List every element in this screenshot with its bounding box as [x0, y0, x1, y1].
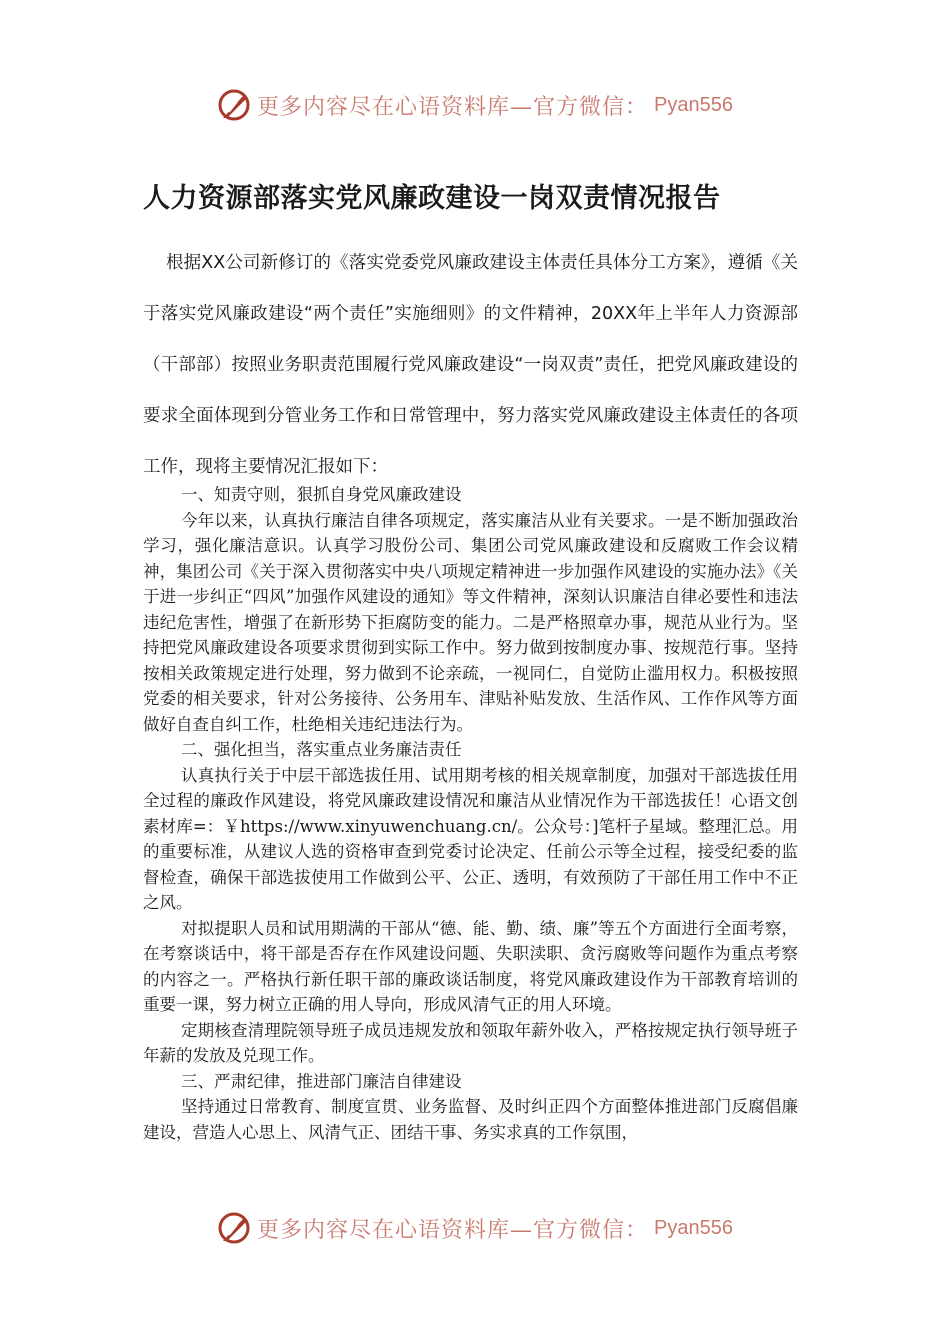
- header-watermark: [0, 80, 950, 130]
- section-heading-3: 三、严肃纪律，推进部门廉洁自律建设: [181, 1071, 462, 1091]
- footer-watermark: [0, 1203, 950, 1253]
- watermark-wechat-id: Pyan556: [654, 1216, 733, 1239]
- section-heading-2: 二、强化担当，落实重点业务廉洁责任: [181, 740, 462, 759]
- body-paragraph: 坚持通过日常教育、制度宣贯、业务监督、及时纠正四个方面整体推进部门反腐倡廉建设，营造人心思上、风清气正、团结干事、务实求真的工作氛围，: [143, 1097, 798, 1142]
- body-paragraph: 定期核查清理院领导班子成员违规发放和领取年薪外收入，严格按规定执行领导班子年薪的发放及兑现工作。: [143, 1020, 798, 1065]
- watermark-wechat-id: Pyan556: [654, 93, 733, 116]
- section-heading-1: 一、知责守则，狠抓自身党风廉政建设: [181, 485, 462, 504]
- body-paragraph: 对拟提职人员和试用期满的干部从“德、能、勤、绩、廉”等五个方面进行全面考察，在考察谈话中，将干部是否存在作风建设问题、失职渎职、贪污腐败等问题作为重点考察的内容之一。严格执行新任职干部的廉政谈话制度，将党风廉政建设作为干部教育培训的重要一课，努力树立正确的用人导向，形成风清气正的用人环境。: [143, 918, 798, 1014]
- intro-paragraph: 根据XX公司新修订的《落实党委党风廉政建设主体责任具体分工方案》，遵循《关于落实党风廉政建设“两个责任”实施细则》的文件精神，20XX年上半年人力资源部（干部部）按照业务职责范围履行党风廉政建设“一岗双责”责任，把党风廉政建设的要求全面体现到分管业务工作和日常管理中，努力落实党风廉政建设主体责任的各项工作，现将主要情况汇报如下：: [143, 253, 798, 477]
- report-body: [143, 482, 798, 1145]
- page-title: 人力资源部落实党风廉政建设一岗双责情况报告: [143, 183, 721, 214]
- watermark-text: 更多内容尽在心语资料库—官方微信：: [257, 94, 649, 120]
- body-paragraph: 今年以来，认真执行廉洁自律各项规定，落实廉洁从业有关要求。一是不断加强政治学习，强化廉洁意识。认真学习股份公司、集团公司党风廉政建设和反腐败工作会议精神，集团公司《关于深入贯彻落实中央八项规定精神进一步加强作风建设的实施办法》《关于进一步纠正“四风”加强作风建设的通知》等文件精神，深刻认识廉洁自律必要性和违法违纪危害性，增强了在新形势下拒腐防变的能力。二是严格照章办事，规范从业行为。坚持把党风廉政建设各项要求贯彻到实际工作中。努力做到按制度办事、按规范行事。坚持按相关政策规定进行处理，努力做到不论亲疏，一视同仁，自觉防止滥用权力。积极按照党委的相关要求，针对公务接待、公务用车、津贴补贴发放、生活作风、工作作风等方面做好自查自纠工作，杜绝相关违纪违法行为。: [143, 510, 798, 734]
- quill-logo-icon: [217, 1211, 251, 1245]
- body-paragraph: 认真执行关于中层干部选拔任用、试用期考核的相关规章制度，加强对干部选拔任用全过程的廉政作风建设，将党风廉政建设情况和廉洁从业情况作为干部选拔任！心语文创素材库=：￥https://www.xinyuwenchuang.cn/。公众号：]笔杆子星域。整理汇总。用的重要标准，从建议人选的资格审查到党委讨论决定、任前公示等全过程，接受纪委的监督检查，确保干部选拔使用工作做到公平、公正、透明，有效预防了干部任用工作中不正之风。: [143, 765, 798, 912]
- watermark-text: 更多内容尽在心语资料库—官方微信：: [257, 1217, 649, 1243]
- quill-logo-icon: [217, 88, 251, 122]
